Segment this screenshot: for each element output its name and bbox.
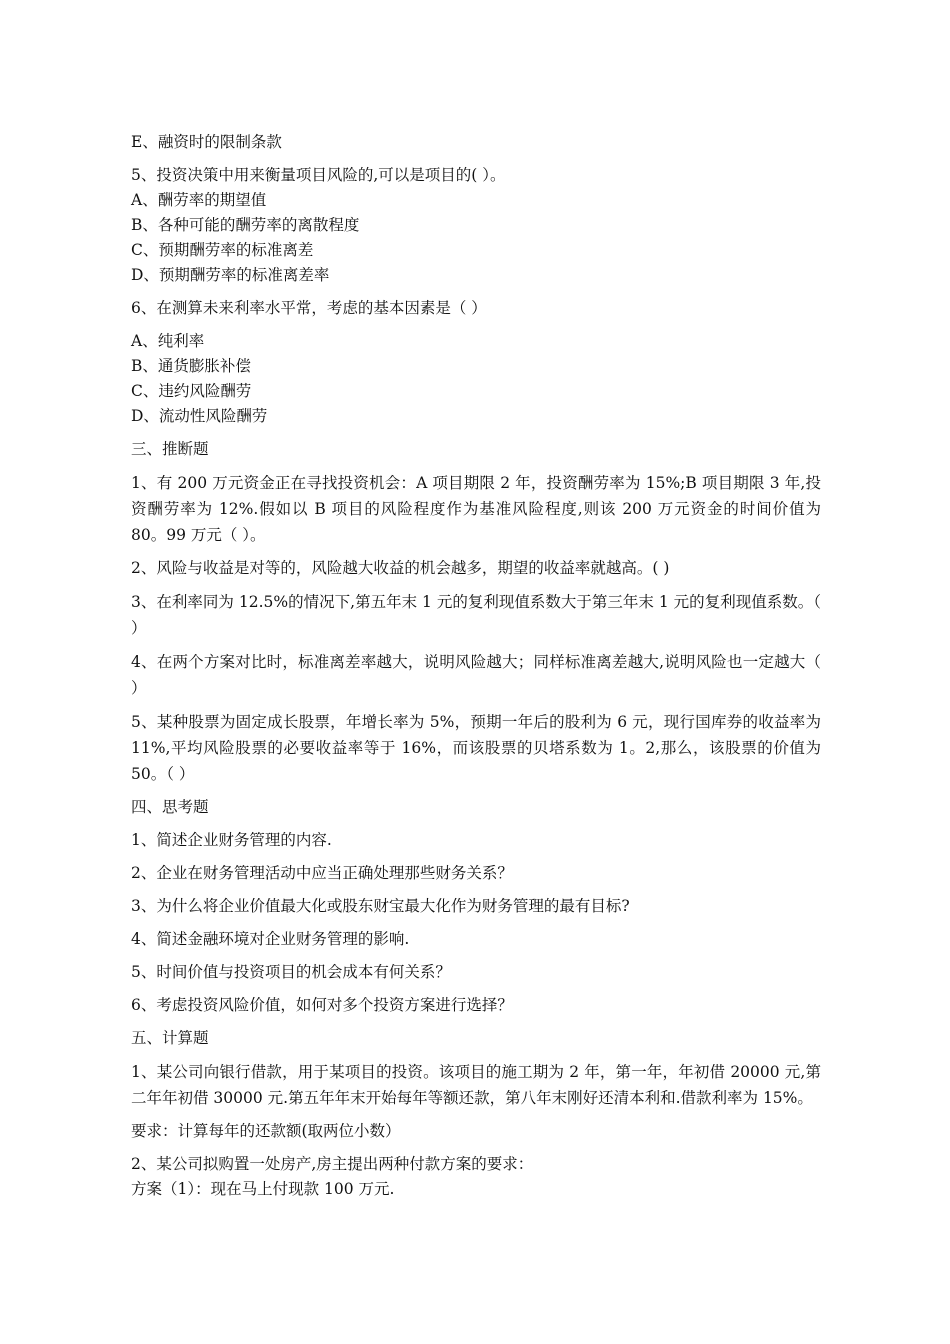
question-paragraph: 4、在两个方案对比时，标准离差率越大，说明风险越大；同样标准离差越大,说明风险也一定越大（ ） <box>131 653 821 697</box>
text-line: C、预期酬劳率的标准离差 <box>131 241 314 259</box>
question-paragraph: 3、在利率同为 12.5%的情况下,第五年末 1 元的复利现值系数大于第三年末 1 元的复利现值系数。（ ） <box>131 593 821 637</box>
text-line: 2、风险与收益是对等的，风险越大收益的机会越多，期望的收益率就越高。( ) <box>131 559 670 577</box>
text-line: 要求：计算每年的还款额(取两位小数） <box>131 1122 401 1140</box>
text-line: 三、推断题 <box>131 440 209 458</box>
text-line: 5、时间价值与投资项目的机会成本有何关系？ <box>131 963 451 981</box>
question-paragraph: 1、某公司向银行借款，用于某项目的投资。该项目的施工期为 2 年，第一年，年初借 20000 元,第二年年初借 30000 元.第五年年末开始每年等额还款，第八年末刚好还清本利和.借款利率为 15%。 <box>131 1063 821 1107</box>
text-line: 2、某公司拟购置一处房产,房主提出两种付款方案的要求： <box>131 1155 534 1173</box>
text-line: 五、计算题 <box>131 1029 209 1047</box>
question-paragraph: 1、有 200 万元资金正在寻找投资机会：A 项目期限 2 年，投资酬劳率为 15%;B 项目期限 3 年,投资酬劳率为 12%.假如以 B 项目的风险程度作为基准风险程度,则该 200 万元资金的时间价值为 80。99 万元（ ）。 <box>131 474 821 544</box>
text-line: A、纯利率 <box>131 332 205 350</box>
text-line: 6、考虑投资风险价值，如何对多个投资方案进行选择？ <box>131 996 513 1014</box>
text-line: B、通货膨胀补偿 <box>131 357 251 375</box>
text-line: 4、简述金融环境对企业财务管理的影响. <box>131 930 410 948</box>
document-page <box>131 130 821 1202</box>
text-line: 2、企业在财务管理活动中应当正确处理那些财务关系？ <box>131 864 513 882</box>
text-line: C、违约风险酬劳 <box>131 382 252 400</box>
text-line: 6、在测算未来利率水平常，考虑的基本因素是（ ） <box>131 299 487 317</box>
text-line: E、融资时的限制条款 <box>131 133 282 151</box>
text-line: 1、简述企业财务管理的内容. <box>131 831 332 849</box>
text-line: D、流动性风险酬劳 <box>131 407 268 425</box>
text-line: A、酬劳率的期望值 <box>131 191 267 209</box>
text-line: D、预期酬劳率的标准离差率 <box>131 266 330 284</box>
text-line: 5、投资决策中用来衡量项目风险的,可以是项目的( ）。 <box>131 166 506 184</box>
text-line: 方案（1）：现在马上付现款 100 万元. <box>131 1180 395 1198</box>
text-line: 四、思考题 <box>131 798 209 816</box>
question-paragraph: 5、某种股票为固定成长股票，年增长率为 5%，预期一年后的股利为 6 元，现行国库券的收益率为 11%,平均风险股票的必要收益率等于 16%，而该股票的贝塔系数为 1。2,那么，该股票的价值为 50。（ ） <box>131 713 821 783</box>
text-line: 3、为什么将企业价值最大化或股东财宝最大化作为财务管理的最有目标? <box>131 897 630 915</box>
text-line: B、各种可能的酬劳率的离散程度 <box>131 216 360 234</box>
